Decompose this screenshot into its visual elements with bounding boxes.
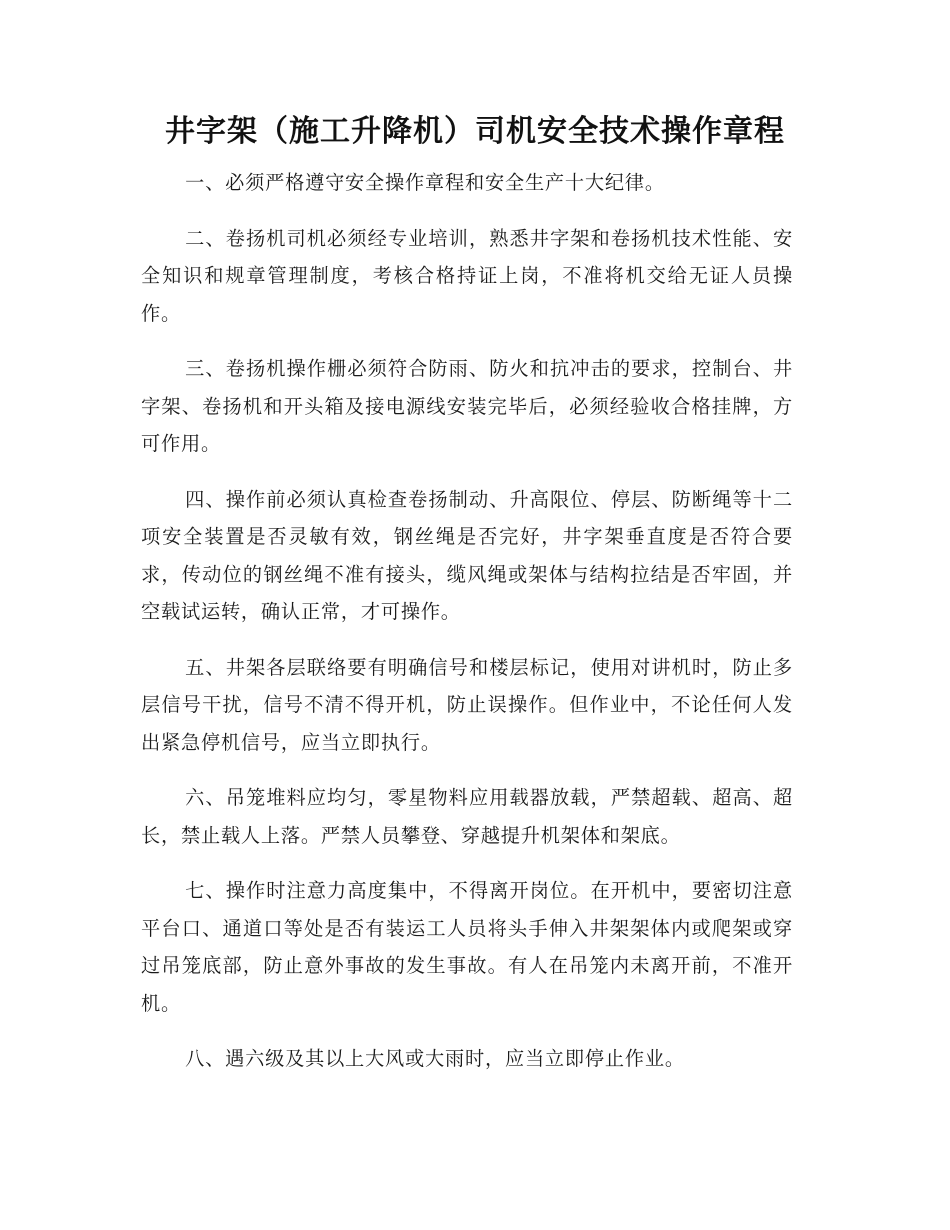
document-body [141,164,793,1096]
paragraph-7: 七、操作时注意力高度集中，不得离开岗位。在开机中，要密切注意平台口、通道口等处是否有装运工人员将头手伸入井架架体内或爬架或穿过吊笼底部，防止意外事故的发生事故。有人在吊笼内未离开前，不准开机。 [141,879,793,1015]
paragraph-6: 六、吊笼堆料应均匀，零星物料应用载器放载，严禁超载、超高、超长，禁止载人上落。严禁人员攀登、穿越提升机架体和架底。 [141,786,793,847]
paragraph-3: 三、卷扬机操作栅必须符合防雨、防火和抗冲击的要求，控制台、井字架、卷扬机和开头箱及接电源线安装完毕后，必须经验收合格挂牌，方可作用。 [141,357,793,455]
paragraph-8: 八、遇六级及其以上大风或大雨时，应当立即停止作业。 [185,1047,685,1070]
paragraph-1: 一、必须严格遵守安全操作章程和安全生产十大纪律。 [185,171,665,194]
paragraph-4: 四、操作前必须认真检查卷扬制动、升高限位、停层、防断绳等十二项安全装置是否灵敏有效，钢丝绳是否完好，井字架垂直度是否符合要求，传动位的钢丝绳不准有接头，缆风绳或架体与结构拉结是否牢固，并空载试运转，确认正常，才可操作。 [141,487,793,623]
paragraph-2: 二、卷扬机司机必须经专业培训，熟悉井字架和卷扬机技术性能、安全知识和规章管理制度，考核合格持证上岗，不准将机交给无证人员操作。 [141,226,793,325]
paragraph-5: 五、井架各层联络要有明确信号和楼层标记，使用对讲机时，防止多层信号干扰，信号不清不得开机，防止误操作。但作业中，不论任何人发出紧急停机信号，应当立即执行。 [141,655,793,754]
document-title: 井字架（施工升降机）司机安全技术操作章程 [165,114,785,149]
